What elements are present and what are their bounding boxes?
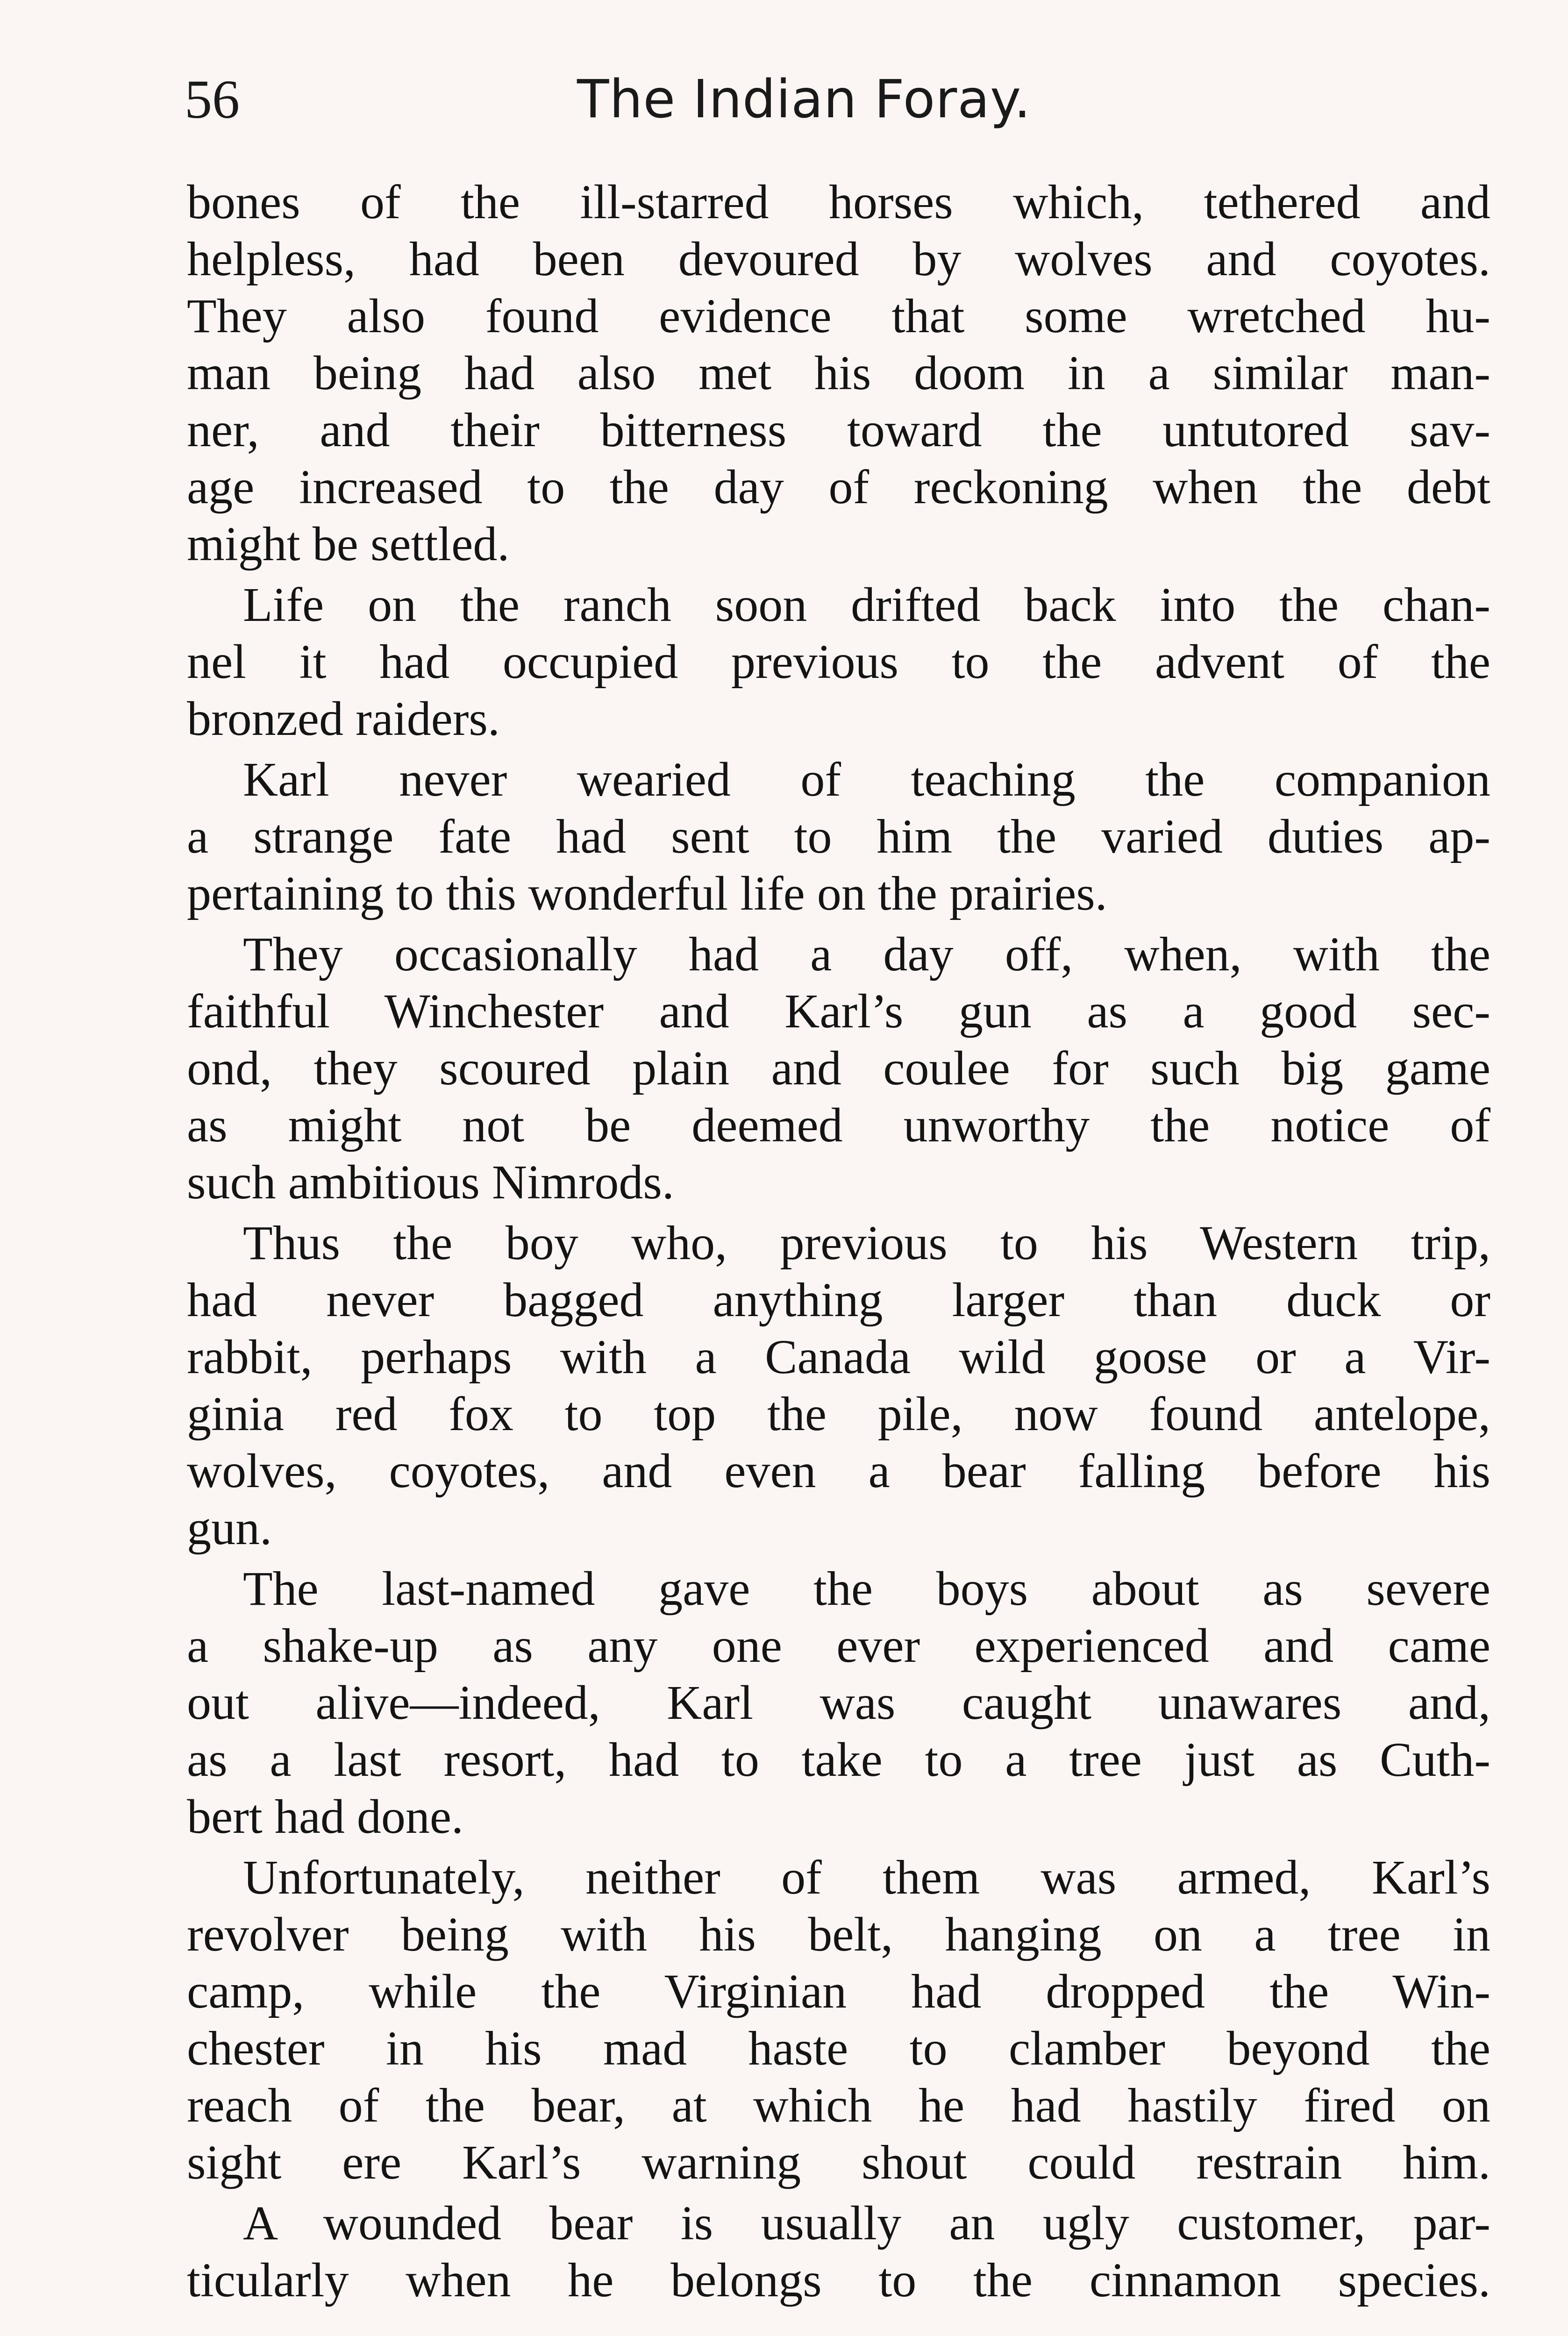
paragraph: [187, 751, 1490, 922]
paragraph: [187, 2195, 1490, 2309]
text-line: bronzed raiders.: [187, 692, 500, 746]
text-line: man being had also met his doom in a similar man-: [187, 346, 1490, 400]
text-line: a shake-up as any one ever experienced and came: [187, 1619, 1490, 1673]
paragraph: [187, 1560, 1490, 1845]
text-line: helpless, had been devoured by wolves and coyotes.: [187, 232, 1490, 286]
text-line: chester in his mad haste to clamber beyond the: [187, 2022, 1490, 2075]
text-line: had never bagged anything larger than duck or: [187, 1273, 1490, 1327]
text-line: as a last resort, had to take to a tree just as Cuth-: [187, 1733, 1490, 1787]
paragraph: [187, 174, 1490, 573]
text-line: faithful Winchester and Karl’s gun as a good sec-: [187, 984, 1490, 1038]
text-line: a strange fate had sent to him the varied duties ap-: [187, 810, 1490, 863]
text-line: gun.: [187, 1501, 272, 1555]
text-line: rabbit, perhaps with a Canada wild goose or a Vir-: [187, 1330, 1490, 1384]
text-line: pertaining to this wonderful life on the prairies.: [187, 867, 1107, 920]
paragraph: [187, 926, 1490, 1211]
text-line: sight ere Karl’s warning shout could restrain him.: [187, 2136, 1490, 2189]
text-line: nel it had occupied previous to the advent of the: [187, 635, 1490, 689]
text-line: such ambitious Nimrods.: [187, 1155, 674, 1209]
text-line: camp, while the Virginian had dropped the Win-: [187, 1965, 1490, 2018]
text-line: A wounded bear is usually an ugly customer, par-: [243, 2196, 1490, 2250]
paragraph: [187, 1849, 1490, 2191]
text-line: ond, they scoured plain and coulee for such big game: [187, 1041, 1490, 1095]
text-line: might be settled.: [187, 517, 510, 571]
body-text: [187, 174, 1490, 2313]
text-line: ticularly when he belongs to the cinnamon species.: [187, 2253, 1490, 2307]
text-line: reach of the bear, at which he had hastily fired on: [187, 2079, 1490, 2132]
paragraph: [187, 1215, 1490, 1557]
running-head: [185, 64, 1490, 135]
running-title: The Indian Foray.: [577, 69, 1031, 130]
text-line: Thus the boy who, previous to his Western trip,: [243, 1216, 1490, 1270]
text-line: ner, and their bitterness toward the untutored sav-: [187, 403, 1490, 457]
text-line: revolver being with his belt, hanging on a tree in: [187, 1908, 1490, 1961]
text-line: ginia red fox to top the pile, now found antelope,: [187, 1387, 1490, 1441]
text-line: bones of the ill-starred horses which, tethered and: [187, 175, 1490, 229]
text-line: Unfortunately, neither of them was armed, Karl’s: [243, 1851, 1490, 1904]
text-line: Karl never wearied of teaching the companion: [243, 753, 1490, 806]
text-line: out alive—indeed, Karl was caught unawares and,: [187, 1676, 1490, 1730]
text-line: wolves, coyotes, and even a bear falling before his: [187, 1444, 1490, 1498]
text-line: Life on the ranch soon drifted back into the chan-: [243, 578, 1490, 632]
text-line: They also found evidence that some wretched hu-: [187, 289, 1490, 343]
text-line: age increased to the day of reckoning when the debt: [187, 460, 1490, 514]
page-number: 56: [185, 69, 240, 130]
text-line: bert had done.: [187, 1790, 464, 1844]
text-line: They occasionally had a day off, when, with the: [243, 927, 1490, 981]
text-line: as might not be deemed unworthy the notice of: [187, 1098, 1490, 1152]
paragraph: [187, 577, 1490, 748]
text-line: The last-named gave the boys about as severe: [243, 1562, 1490, 1616]
